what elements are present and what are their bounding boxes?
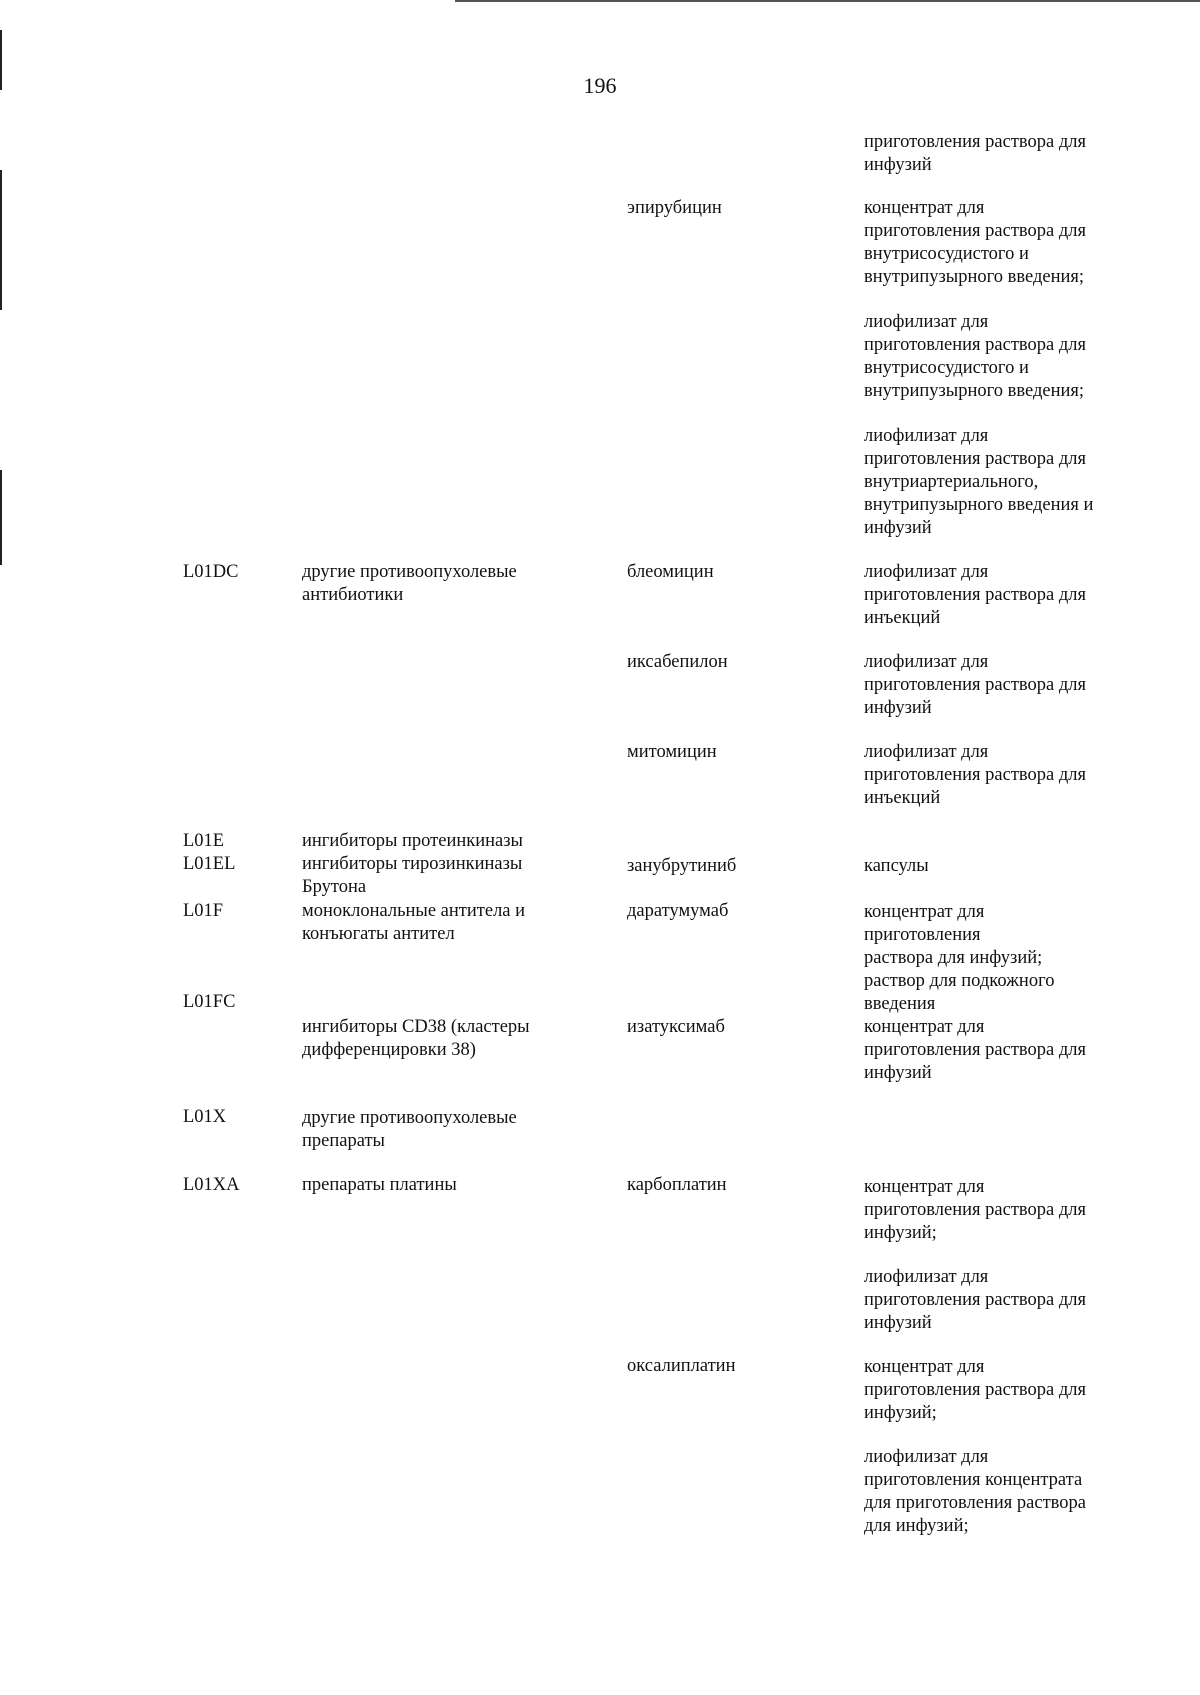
drug-ixabepilone: иксабепилон (627, 652, 728, 672)
dosage-form: лиофилизат для приготовления раствора для инъекций (864, 562, 1086, 628)
dosage-form: концентрат для приготовления раствора для инфузий; (864, 1177, 1086, 1243)
drug-zanubrutinib: занубрутиниб (627, 856, 737, 876)
dosage-form: концентрат для приготовления раствора для инфузий; раствор для подкожного введения (864, 902, 1055, 1014)
atc-code: L01X (183, 1107, 227, 1127)
drug-oxaliplatin: оксалиплатин (627, 1356, 736, 1376)
dosage-form: лиофилизат для приготовления раствора для инфузий (864, 652, 1086, 718)
dosage-form: лиофилизат для приготовления концентрата для приготовления раствора для инфузий; (864, 1447, 1086, 1536)
atc-code: L01E (183, 831, 225, 851)
atc-group-name: ингибиторы CD38 (кластеры дифференцировки 38) (302, 1017, 530, 1060)
atc-group-name: моноклональные антитела и конъюгаты антител (302, 901, 526, 944)
atc-group-name: ингибиторы протеинкиназы (302, 831, 523, 851)
atc-code: L01FC (183, 992, 236, 1012)
atc-group-name: ингибиторы тирозинкиназы Брутона (302, 854, 523, 897)
atc-code: L01DC (183, 562, 239, 582)
dosage-form: лиофилизат для приготовления раствора для внутриартериального, внутрипузырного введения и инфузий (864, 426, 1094, 538)
atc-code: L01EL (183, 854, 236, 874)
dosage-form: лиофилизат для приготовления раствора для инфузий (864, 1267, 1086, 1333)
dosage-form: лиофилизат для приготовления раствора для инъекций (864, 742, 1086, 808)
dosage-form: концентрат для приготовления раствора для инфузий (864, 1017, 1086, 1083)
dosage-form: концентрат для приготовления раствора для внутрисосудистого и внутрипузырного введения; (864, 198, 1086, 287)
atc-group-name: другие противоопухолевые препараты (302, 1108, 517, 1151)
scan-left-edge-mark (0, 170, 2, 310)
continuation-form: приготовления раствора для инфузий (864, 132, 1086, 175)
drug-daratumumab: даратумумаб (627, 901, 729, 921)
drug-carboplatin: карбоплатин (627, 1175, 727, 1195)
drug-mitomycin: митомицин (627, 742, 717, 762)
atc-group-name: препараты платины (302, 1175, 457, 1195)
dosage-form: лиофилизат для приготовления раствора для внутрисосудистого и внутрипузырного введения; (864, 312, 1086, 401)
atc-group-name: другие противоопухолевые антибиотики (302, 562, 517, 605)
drug-isatuximab: изатуксимаб (627, 1017, 725, 1037)
dosage-form: концентрат для приготовления раствора для инфузий; (864, 1357, 1086, 1423)
atc-code: L01F (183, 901, 224, 921)
drug-epirubicin: эпирубицин (627, 198, 722, 218)
scan-left-edge-mark (0, 470, 2, 565)
page-number: 196 (583, 73, 617, 98)
scan-top-edge (455, 0, 1200, 2)
drug-bleomycin: блеомицин (627, 562, 714, 582)
dosage-form: капсулы (864, 856, 929, 876)
atc-code: L01XA (183, 1175, 240, 1195)
